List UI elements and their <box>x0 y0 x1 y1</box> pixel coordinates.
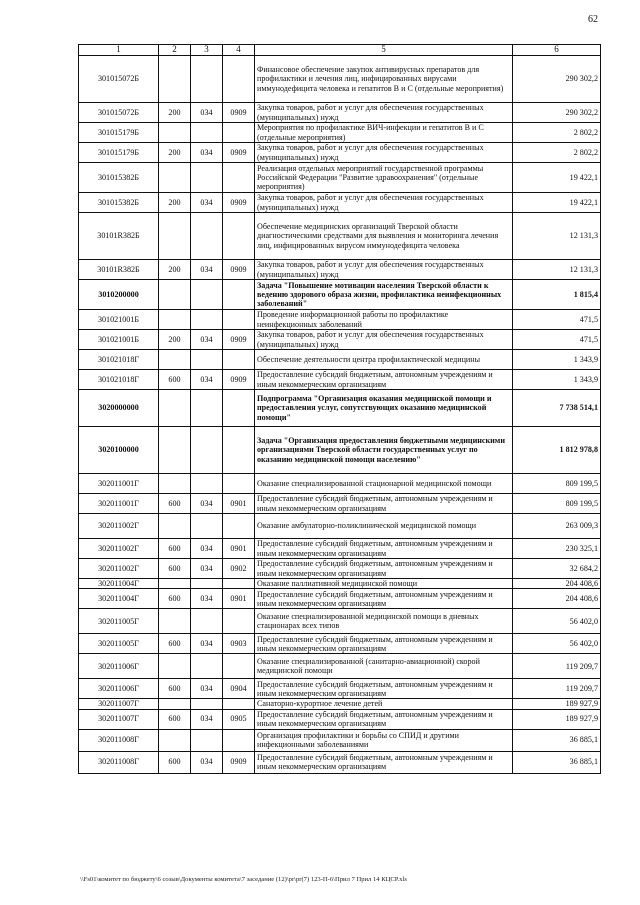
cell-amount: 471,5 <box>513 330 601 350</box>
table-row <box>79 729 601 751</box>
cell-section: 0902 <box>223 559 255 579</box>
cell-name: Предоставление субсидий бюджетным, автономным учреждениям и иным некоммерческим организациям <box>255 709 513 729</box>
cell-name: Оказание специализированной (санитарно-авиационной) скорой медицинской помощи <box>255 654 513 679</box>
table-row <box>79 559 601 579</box>
header-code: 1 <box>79 45 159 56</box>
cell-amount: 290 302,2 <box>513 103 601 123</box>
cell-amount: 1 815,4 <box>513 280 601 310</box>
cell-section: 0901 <box>223 539 255 559</box>
cell-code: 302011006Г <box>79 654 159 679</box>
cell-amount: 471,5 <box>513 310 601 330</box>
table-row <box>79 514 601 539</box>
cell-expense-type: 600 <box>159 559 191 579</box>
cell-section <box>223 699 255 709</box>
cell-amount: 56 402,0 <box>513 634 601 654</box>
cell-section: 0909 <box>223 193 255 213</box>
cell-name: Санаторно-курортное лечение детей <box>255 699 513 709</box>
cell-section: 0909 <box>223 751 255 773</box>
cell-name: Предоставление субсидий бюджетным, автономным учреждениям и иным некоммерческим организациям <box>255 751 513 773</box>
header-col-4: 4 <box>223 45 255 56</box>
cell-section: 0903 <box>223 634 255 654</box>
table-row <box>79 699 601 709</box>
table-row <box>79 390 601 427</box>
cell-ministry <box>191 514 223 539</box>
cell-section <box>223 514 255 539</box>
cell-amount: 204 408,6 <box>513 589 601 609</box>
cell-section <box>223 609 255 634</box>
cell-expense-type: 200 <box>159 143 191 163</box>
cell-amount: 32 684,2 <box>513 559 601 579</box>
cell-amount: 7 738 514,1 <box>513 390 601 427</box>
cell-code: 3020100000 <box>79 427 159 474</box>
cell-section: 0905 <box>223 709 255 729</box>
cell-expense-type <box>159 579 191 589</box>
cell-amount: 119 209,7 <box>513 679 601 699</box>
cell-code: 301015382Б <box>79 163 159 193</box>
cell-ministry: 034 <box>191 679 223 699</box>
cell-section <box>223 427 255 474</box>
table-row <box>79 709 601 729</box>
cell-expense-type: 600 <box>159 709 191 729</box>
cell-ministry <box>191 579 223 589</box>
cell-code: 302011002Г <box>79 514 159 539</box>
cell-amount: 56 402,0 <box>513 609 601 634</box>
cell-expense-type: 200 <box>159 103 191 123</box>
cell-ministry: 034 <box>191 103 223 123</box>
cell-ministry <box>191 310 223 330</box>
cell-section: 0909 <box>223 103 255 123</box>
cell-ministry <box>191 699 223 709</box>
cell-amount: 230 325,1 <box>513 539 601 559</box>
cell-expense-type <box>159 163 191 193</box>
cell-ministry <box>191 350 223 370</box>
table-row <box>79 260 601 280</box>
cell-expense-type: 600 <box>159 679 191 699</box>
cell-ministry <box>191 729 223 751</box>
cell-code: 301015382Б <box>79 193 159 213</box>
cell-code: 302011008Г <box>79 751 159 773</box>
cell-ministry <box>191 280 223 310</box>
table-row <box>79 123 601 143</box>
cell-expense-type <box>159 280 191 310</box>
page-number: 62 <box>588 14 598 25</box>
cell-amount: 189 927,9 <box>513 699 601 709</box>
cell-section: 0901 <box>223 589 255 609</box>
cell-name: Закупка товаров, работ и услуг для обеспечения государственных (муниципальных) нужд <box>255 103 513 123</box>
cell-amount: 204 408,6 <box>513 579 601 589</box>
cell-section <box>223 123 255 143</box>
cell-section <box>223 654 255 679</box>
cell-section <box>223 56 255 103</box>
table-row <box>79 751 601 773</box>
cell-amount: 36 885,1 <box>513 729 601 751</box>
cell-code: 3010200000 <box>79 280 159 310</box>
cell-name: Закупка товаров, работ и услуг для обеспечения государственных (муниципальных) нужд <box>255 143 513 163</box>
cell-amount: 809 199,5 <box>513 474 601 494</box>
cell-code: 301021018Г <box>79 350 159 370</box>
table-row <box>79 679 601 699</box>
cell-amount: 12 131,3 <box>513 213 601 260</box>
cell-name: Закупка товаров, работ и услуг для обеспечения государственных (муниципальных) нужд <box>255 330 513 350</box>
cell-expense-type <box>159 474 191 494</box>
table-row <box>79 654 601 679</box>
cell-expense-type: 200 <box>159 193 191 213</box>
table-row <box>79 370 601 390</box>
cell-amount: 263 009,3 <box>513 514 601 539</box>
cell-section <box>223 163 255 193</box>
cell-section <box>223 390 255 427</box>
cell-ministry: 034 <box>191 709 223 729</box>
cell-name: Оказание амбулаторно-поликлинической медицинской помощи <box>255 514 513 539</box>
cell-code: 3020000000 <box>79 390 159 427</box>
cell-section: 0909 <box>223 143 255 163</box>
cell-code: 30101R382Б <box>79 260 159 280</box>
cell-code: 302011006Г <box>79 679 159 699</box>
cell-code: 302011001Г <box>79 494 159 514</box>
cell-code: 302011004Г <box>79 589 159 609</box>
cell-code: 302011007Г <box>79 709 159 729</box>
table-body <box>79 56 601 774</box>
cell-code: 302011004Г <box>79 579 159 589</box>
cell-ministry <box>191 56 223 103</box>
cell-expense-type <box>159 310 191 330</box>
cell-expense-type <box>159 729 191 751</box>
cell-expense-type: 600 <box>159 751 191 773</box>
cell-amount: 19 422,1 <box>513 163 601 193</box>
table-row <box>79 143 601 163</box>
cell-code: 301015072Б <box>79 103 159 123</box>
cell-amount: 19 422,1 <box>513 193 601 213</box>
cell-section <box>223 310 255 330</box>
cell-code: 301015179Б <box>79 123 159 143</box>
cell-expense-type: 200 <box>159 330 191 350</box>
cell-name: Задача "Повышение мотивации населения Тверской области к ведению здорового образа жизни, профилактика неинфекционных заболеваний" <box>255 280 513 310</box>
table-row <box>79 494 601 514</box>
cell-ministry: 034 <box>191 494 223 514</box>
cell-name: Задача "Организация предоставления бюджетными медицинскими организациями Тверской области государственных услуг по оказанию медицинской помощи населению" <box>255 427 513 474</box>
cell-name: Финансовое обеспечение закупок антивирусных препаратов для профилактики и лечения лиц, инфицированных вирусами иммунодефицита человека и гепатитов В и С (отдельные мероприятия) <box>255 56 513 103</box>
cell-ministry <box>191 213 223 260</box>
cell-ministry: 034 <box>191 143 223 163</box>
header-col-2: 2 <box>159 45 191 56</box>
cell-expense-type <box>159 350 191 370</box>
cell-ministry: 034 <box>191 589 223 609</box>
cell-code: 30101R382Б <box>79 213 159 260</box>
table-row <box>79 634 601 654</box>
cell-ministry: 034 <box>191 539 223 559</box>
cell-section <box>223 474 255 494</box>
cell-amount: 189 927,9 <box>513 709 601 729</box>
cell-expense-type <box>159 699 191 709</box>
cell-ministry: 034 <box>191 559 223 579</box>
cell-ministry <box>191 474 223 494</box>
table-row <box>79 330 601 350</box>
cell-ministry: 034 <box>191 330 223 350</box>
cell-name: Закупка товаров, работ и услуг для обеспечения государственных (муниципальных) нужд <box>255 260 513 280</box>
cell-code: 302011005Г <box>79 609 159 634</box>
cell-section: 0909 <box>223 330 255 350</box>
cell-name: Закупка товаров, работ и услуг для обеспечения государственных (муниципальных) нужд <box>255 193 513 213</box>
cell-name: Предоставление субсидий бюджетным, автономным учреждениям и иным некоммерческим организациям <box>255 559 513 579</box>
cell-ministry: 034 <box>191 751 223 773</box>
cell-ministry <box>191 163 223 193</box>
cell-name: Обеспечение деятельности центра профилактической медицины <box>255 350 513 370</box>
file-path-footer: \\Fs01\комитет по бюджету\6 созыв\Документы комитета\7 заседание (12)\pr\pr(7) 123-П-6\Прил 7 Прил 14 КЦСР.xls <box>80 876 407 883</box>
cell-amount: 809 199,5 <box>513 494 601 514</box>
cell-name: Реализация отдельных мероприятий государственной программы Российской Федерации "Развитие здравоохранения" (отдельные мероприятия) <box>255 163 513 193</box>
cell-amount: 2 802,2 <box>513 123 601 143</box>
cell-expense-type <box>159 123 191 143</box>
cell-amount: 119 209,7 <box>513 654 601 679</box>
cell-ministry <box>191 123 223 143</box>
cell-name: Мероприятия по профилактике ВИЧ-инфекции и гепатитов В и С (отдельные мероприятия) <box>255 123 513 143</box>
table-row <box>79 589 601 609</box>
cell-expense-type <box>159 213 191 260</box>
cell-amount: 2 802,2 <box>513 143 601 163</box>
cell-section <box>223 350 255 370</box>
cell-section <box>223 729 255 751</box>
table-row <box>79 579 601 589</box>
cell-expense-type <box>159 609 191 634</box>
cell-code: 302011002Г <box>79 539 159 559</box>
cell-name: Обеспечение медицинских организаций Тверской области диагностическими средствами для выявления и мониторинга лечения лиц, инфицированных вирусом иммунодефицита человека <box>255 213 513 260</box>
cell-amount: 1 343,9 <box>513 350 601 370</box>
cell-code: 302011007Г <box>79 699 159 709</box>
cell-name: Предоставление субсидий бюджетным, автономным учреждениям и иным некоммерческим организациям <box>255 589 513 609</box>
cell-section: 0904 <box>223 679 255 699</box>
cell-expense-type: 200 <box>159 260 191 280</box>
cell-code: 302011001Г <box>79 474 159 494</box>
table-header-row <box>79 45 601 56</box>
cell-ministry <box>191 609 223 634</box>
cell-ministry <box>191 427 223 474</box>
cell-ministry <box>191 390 223 427</box>
cell-expense-type: 600 <box>159 370 191 390</box>
cell-name: Предоставление субсидий бюджетным, автономным учреждениям и иным некоммерческим организациям <box>255 494 513 514</box>
cell-expense-type: 600 <box>159 589 191 609</box>
cell-code: 302011005Г <box>79 634 159 654</box>
cell-code: 301021018Г <box>79 370 159 390</box>
cell-name: Предоставление субсидий бюджетным, автономным учреждениям и иным некоммерческим организациям <box>255 679 513 699</box>
cell-name: Оказание паллиативной медицинской помощи <box>255 579 513 589</box>
cell-code: 301015179Б <box>79 143 159 163</box>
cell-name: Подпрограмма "Организация оказания медицинской помощи и предоставления услуг, сопутствующих оказанию медицинской помощи" <box>255 390 513 427</box>
cell-section <box>223 579 255 589</box>
cell-name: Предоставление субсидий бюджетным, автономным учреждениям и иным некоммерческим организациям <box>255 634 513 654</box>
cell-code: 301021001Б <box>79 310 159 330</box>
cell-amount: 36 885,1 <box>513 751 601 773</box>
table-row <box>79 539 601 559</box>
cell-expense-type <box>159 654 191 679</box>
table-row <box>79 609 601 634</box>
table-row <box>79 427 601 474</box>
cell-expense-type: 600 <box>159 539 191 559</box>
table-row <box>79 474 601 494</box>
cell-name: Предоставление субсидий бюджетным, автономным учреждениям и иным некоммерческим организациям <box>255 539 513 559</box>
table-row <box>79 350 601 370</box>
cell-amount: 12 131,3 <box>513 260 601 280</box>
table-row <box>79 103 601 123</box>
cell-name: Оказание специализированной стационарной медицинской помощи <box>255 474 513 494</box>
cell-code: 302011002Г <box>79 559 159 579</box>
cell-ministry: 034 <box>191 634 223 654</box>
cell-name: Предоставление субсидий бюджетным, автономным учреждениям и иным некоммерческим организациям <box>255 370 513 390</box>
cell-amount: 1 343,9 <box>513 370 601 390</box>
table-row <box>79 280 601 310</box>
cell-code: 301021001Б <box>79 330 159 350</box>
cell-section <box>223 280 255 310</box>
cell-amount: 290 302,2 <box>513 56 601 103</box>
cell-ministry <box>191 654 223 679</box>
table-row <box>79 193 601 213</box>
cell-expense-type <box>159 427 191 474</box>
cell-expense-type <box>159 56 191 103</box>
cell-ministry: 034 <box>191 370 223 390</box>
cell-name: Оказание специализированной медицинской помощи в дневных стационарах всех типов <box>255 609 513 634</box>
cell-name: Организация профилактики и борьбы со СПИД и другими инфекционными заболеваниями <box>255 729 513 751</box>
cell-section: 0909 <box>223 370 255 390</box>
cell-section: 0909 <box>223 260 255 280</box>
header-col-3: 3 <box>191 45 223 56</box>
cell-ministry: 034 <box>191 193 223 213</box>
cell-expense-type <box>159 514 191 539</box>
cell-expense-type: 600 <box>159 634 191 654</box>
table-row <box>79 213 601 260</box>
cell-section: 0901 <box>223 494 255 514</box>
cell-name: Проведение информационной работы по профилактике неинфекционных заболеваний <box>255 310 513 330</box>
table-row <box>79 310 601 330</box>
cell-section <box>223 213 255 260</box>
cell-ministry: 034 <box>191 260 223 280</box>
cell-expense-type: 600 <box>159 494 191 514</box>
header-name: 5 <box>255 45 513 56</box>
cell-code: 302011008Г <box>79 729 159 751</box>
cell-code: 301015072Б <box>79 56 159 103</box>
cell-expense-type <box>159 390 191 427</box>
table-row <box>79 163 601 193</box>
budget-table <box>78 44 601 774</box>
table-row <box>79 56 601 103</box>
cell-amount: 1 812 978,8 <box>513 427 601 474</box>
header-amount: 6 <box>513 45 601 56</box>
